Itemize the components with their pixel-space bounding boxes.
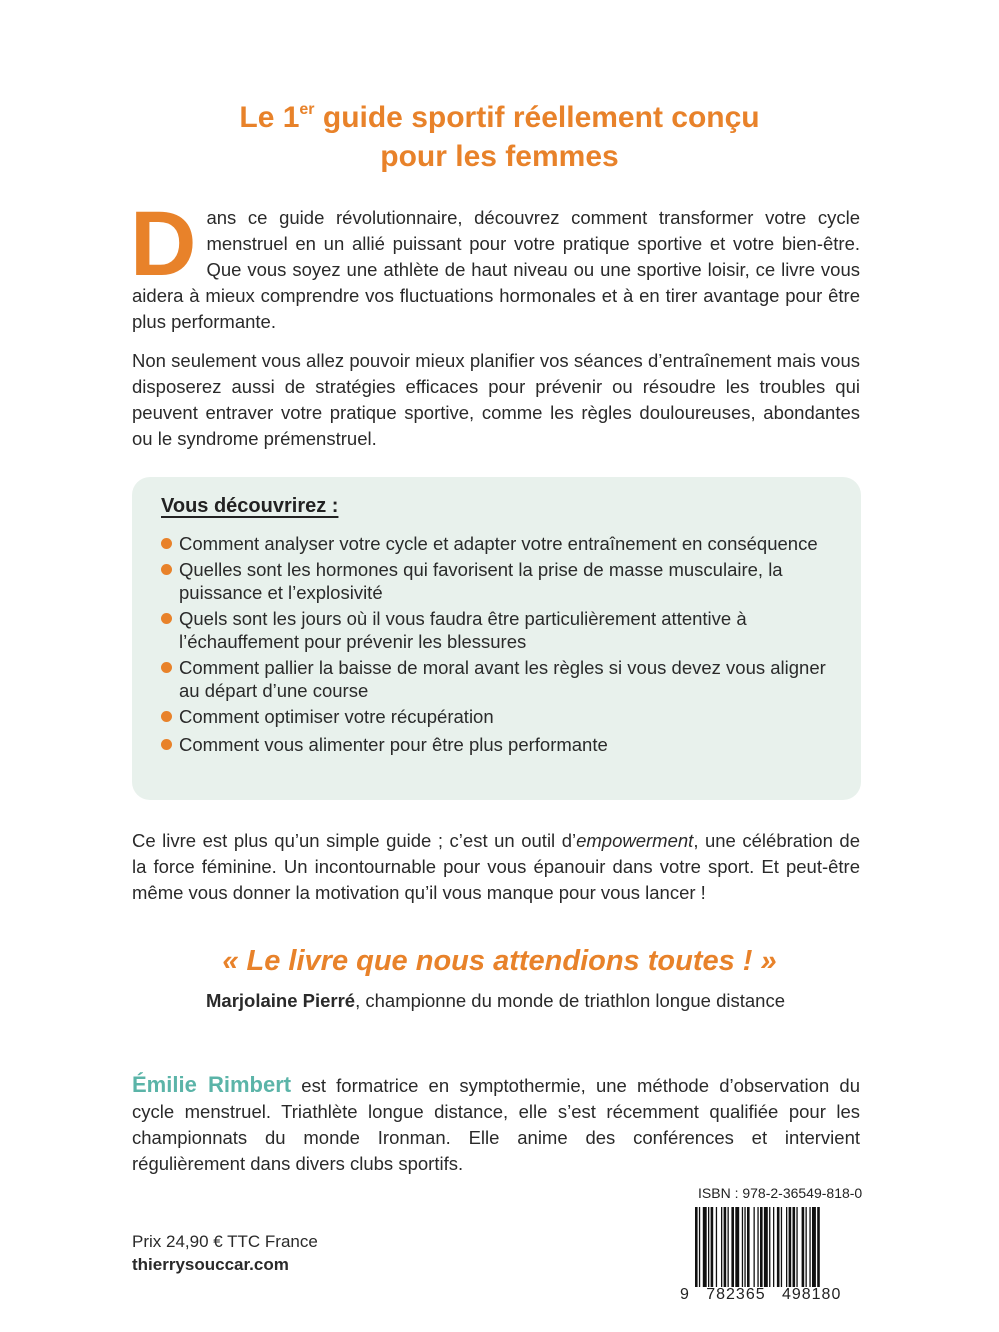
list-item [161,705,841,728]
discoveries-box [132,477,861,800]
author-name: Émilie Rimbert [132,1072,292,1097]
headline-text: Le 1 [239,101,300,134]
list-item-text: Comment analyser votre cycle et adapter votre entraînement en conséquence [179,533,818,554]
orange-bullet-icon [161,739,172,750]
headline-line-1 [0,98,999,137]
list-item-text: Quelles sont les hormones qui favorisent la prise de masse musculaire, la puissance et l’explosivité [179,559,783,603]
isbn: ISBN : 978-2-36549-818-0 [698,1185,863,1201]
list-item [161,607,841,653]
orange-bullet-icon [161,538,172,549]
orange-bullet-icon [161,662,172,673]
list-item-text: Quels sont les jours où il vous faudra être particulièrement attentive à l’échauffement pour prévenir les blessures [179,608,747,652]
orange-bullet-icon [161,711,172,722]
list-item [161,532,841,555]
quote-attribution [206,988,785,1014]
author-bio-text: est formatrice en symptothermie, une méthode d’observation du cycle menstruel. Triathlète longue distance, elle s’est récemment qualifiée pour les championnats du monde Ironman. Elle anime des conférences et intervient régulièrement dans divers clubs sportifs. [132,1075,860,1174]
barcode-icon [695,1207,860,1287]
second-paragraph: Non seulement vous allez pouvoir mieux planifier vos séances d’entraînement mais vous disposerez aussi de stratégies efficaces pour prévenir ou résoudre les troubles qui peuvent entraver votre pratique sportive, comme les règles douloureuses, abondantes ou le syndrome prémenstruel. [132,350,860,449]
list-item-text: Comment optimiser votre récupération [179,706,494,727]
closing-paragraph [132,828,860,906]
quote-author-name: Marjolaine Pierré [206,990,356,1011]
quote-author-role: , championne du monde de triathlon longue distance [355,990,786,1011]
list-item-text: Comment vous alimenter pour être plus performante [179,734,608,755]
headline-text-end: guide sportif réellement conçu [314,101,760,134]
headline-line-2: pour les femmes [380,140,619,173]
price-block [132,1230,318,1276]
intro-paragraph [130,193,860,335]
publisher-website[interactable]: thierrysouccar.com [132,1255,289,1274]
price: Prix 24,90 € TTC France [132,1232,318,1251]
barcode-digits: 9 782365 498180 [680,1286,842,1303]
closing-text-end: , une célébration de la force féminine. Un incontournable pour vous épanouir dans votre sport. Et peut-être même vous donner la motivation qu’il vous manque pour vous lancer ! [132,830,860,903]
closing-emphasis: empowerment [576,830,694,851]
box-title: Vous découvrirez : [161,495,339,517]
list-item-text: Comment pallier la baisse de moral avant les règles si vous devez vous aligner au départ d’une course [179,657,826,701]
closing-text: Ce livre est plus qu’un simple guide ; c’est un outil d’ [132,830,577,851]
orange-bullet-icon [161,564,172,575]
author-bio [132,1072,860,1177]
list-item [161,733,841,756]
headline-superscript: er [299,101,315,118]
intro-text: ans ce guide révolutionnaire, découvrez comment transformer votre cycle menstruel en un allié puissant pour votre pratique sportive et votre bien-être. Que vous soyez une athlète de haut niveau ou une sportive loisir, ce livre vous aidera à mieux comprendre vos fluctuations hormonales et à en tirer avantage pour être plus performante. [132,207,860,332]
quote-text: « Le livre que nous attendions toutes ! » [222,945,777,977]
headline [0,98,999,176]
list-item [161,558,841,604]
orange-bullet-icon [161,613,172,624]
list-item [161,656,841,702]
discoveries-list [161,532,841,761]
drop-cap: D [130,193,197,295]
